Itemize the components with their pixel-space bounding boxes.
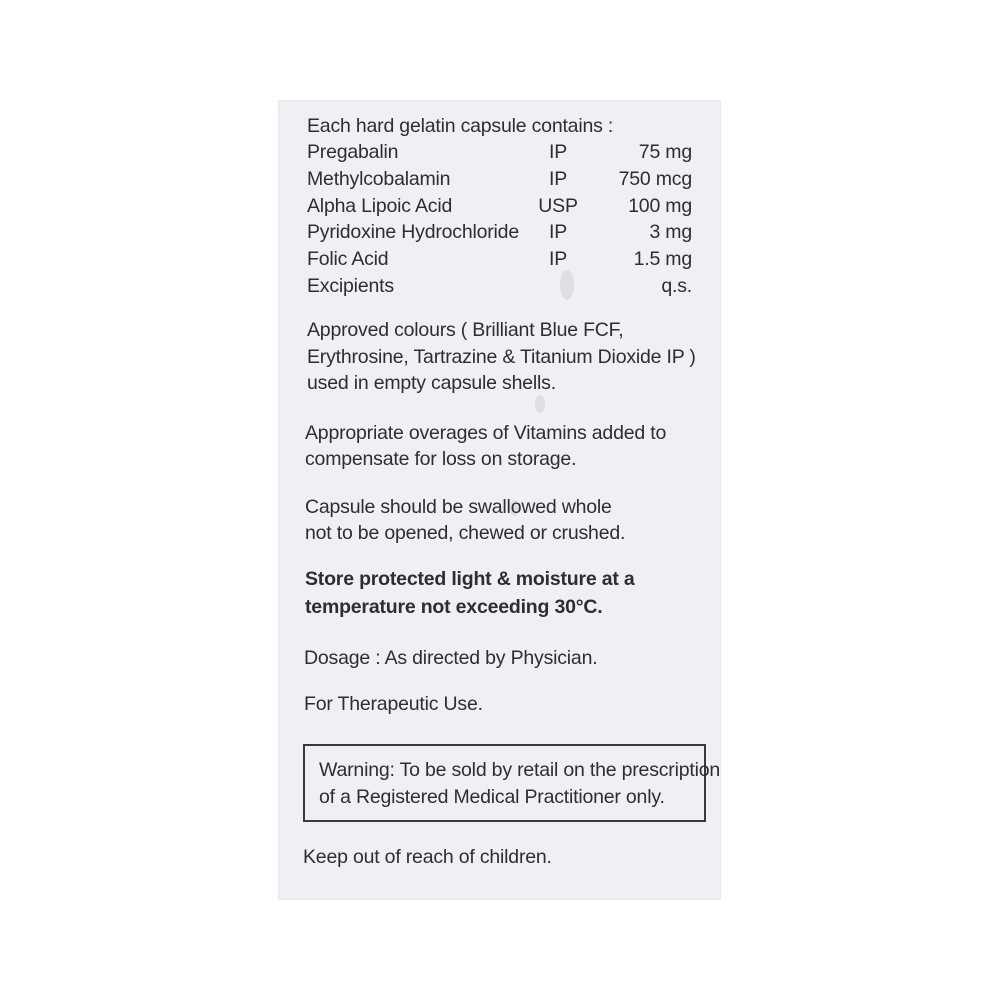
overages-line-1: Appropriate overages of Vitamins added to xyxy=(305,422,667,444)
ingredient-name: Pregabalin xyxy=(307,141,399,163)
ingredient-standard: IP xyxy=(548,248,568,271)
composition-row xyxy=(307,139,692,166)
dosage-text: Dosage : As directed by Physician. xyxy=(304,647,598,669)
warning-box xyxy=(303,744,721,822)
ingredient-amount: 3 mg xyxy=(649,221,692,244)
ingredient-standard xyxy=(529,273,587,300)
storage-line-2: temperature not exceeding 30°C. xyxy=(305,596,603,618)
colours-line-1: Approved colours ( Brilliant Blue FCF, xyxy=(307,319,624,341)
ingredient-amount: 1.5 mg xyxy=(633,248,692,271)
warning-line-1: Warning: To be sold by retail on the prescription xyxy=(319,759,721,781)
ingredient-standard: IP xyxy=(548,221,568,244)
ingredient-name: Pyridoxine Hydrochloride xyxy=(307,221,519,244)
composition-row xyxy=(307,219,692,246)
ingredient-amount: 750 mcg xyxy=(618,167,692,190)
swallow-line-2: not to be opened, chewed or crushed. xyxy=(305,522,626,544)
composition-row xyxy=(307,246,692,273)
composition-row xyxy=(307,273,692,300)
ingredient-amount: 75 mg xyxy=(638,141,692,163)
smudge-mark xyxy=(535,395,545,413)
children-warning-text: Keep out of reach of children. xyxy=(303,846,552,868)
overages-line-2: compensate for loss on storage. xyxy=(305,448,577,470)
ingredient-amount: q.s. xyxy=(661,274,692,297)
ingredient-name: Excipients xyxy=(307,274,394,297)
therapeutic-use-text: For Therapeutic Use. xyxy=(304,693,483,715)
ingredient-standard: IP xyxy=(548,167,568,190)
swallow-line-1: Capsule should be swallowed whole xyxy=(305,496,612,518)
ingredient-standard: USP xyxy=(538,194,578,217)
composition-title: Each hard gelatin capsule contains : xyxy=(307,115,614,137)
warning-line-2: of a Registered Medical Practitioner only. xyxy=(319,786,665,808)
composition-row xyxy=(307,193,692,220)
ingredient-amount: 100 mg xyxy=(628,194,692,217)
ingredient-standard: IP xyxy=(548,141,568,163)
colours-line-3: used in empty capsule shells. xyxy=(307,372,556,394)
ingredient-name: Alpha Lipoic Acid xyxy=(307,194,453,217)
ingredient-name: Folic Acid xyxy=(307,248,389,271)
ingredient-name: Methylcobalamin xyxy=(307,167,451,190)
composition-table xyxy=(307,139,692,300)
colours-line-2: Erythrosine, Tartrazine & Titanium Dioxide IP ) xyxy=(307,346,696,368)
composition-row xyxy=(307,166,692,193)
storage-line-1: Store protected light & moisture at a xyxy=(305,568,635,590)
